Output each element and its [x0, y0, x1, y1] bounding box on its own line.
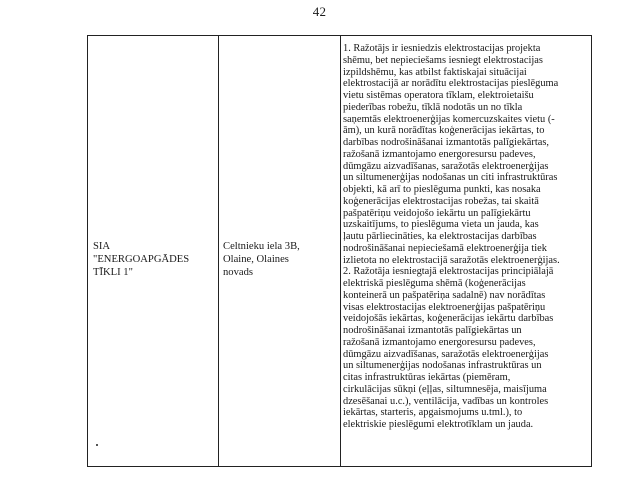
address-cell: Celtnieku iela 3B, Olaine, Olaines novads	[223, 241, 300, 278]
document-table	[87, 35, 592, 467]
notes-cell: 1. Ražotājs ir iesniedzis elektrostacijas projekta shēmu, bet nepieciešams iesniegt elektrostacijas izpildshēmu, kas atbilst faktiskajai situācijai elektrostacijā ar norādītu elektrostacijas pieslēguma vietu sistēmas operatora tīklam, elektroietaišu piederības robežu, tīklā nodotās un no tīkla saņemtās elektroenerģijas komercuzskaites vietu (- ām), un kurā norādītas koģenerācijas iekārtas, to darbības nodrošināšanai izmantotās palīgiekārtas, ražošanā izmantojamo energoresursu padeves, dūmgāzu aizvadīšanas, saražotās elektroenerģijas un siltumenerģijas nodošanas un citi infrastruktūras objekti, kā arī to pieslēguma punkti, kas nosaka koģenerācijas elektrostacijas robežas, tai skaitā pašpatēriņu veidojošo iekārtu un palīgiekārtu uzskaitījums, to pieslēguma vieta un jauda, kas ļautu pārliecināties, ka elektrostacijas darbības nodrošināšanai nepieciešamā elektroenerģija tiek izlietota no elektrostacijā saražotās elektroenerģijas. 2. Ražotāja iesniegtajā elektrostacijas principiālajā elektriskā pieslēguma shēmā (koģenerācijas konteinerā un pašpatēriņa sadalnē) nav norādītas visas elektrostacijas elektroenerģijas pašpatēriņu veidojošās iekārtas, koģenerācijas iekārtu darbības nodrošināšanai izmantotās palīgiekārtas un ražošanā izmantojamo energoresursu padeves, dūmgāzu aizvadīšanas, saražotās elektroenerģijas un siltumenerģijas nodošanas infrastruktūras un citas infrastruktūras iekārtas (piemēram, cirkulācijas sūkņi (eļļas, siltumnesēja, maisījuma dzesēšanai u.c.), ventilācija, vadības un kontroles iekārtas, starteris, apgaismojums u.tml.), to elektriskie pieslēgumi elektrotīklam un jauda.	[343, 43, 560, 430]
company-name-cell: SIA "ENERGOAPGĀDES TĪKLI 1"	[93, 241, 190, 278]
column-divider-1	[218, 36, 219, 466]
column-divider-2	[340, 36, 341, 466]
scan-speck	[96, 444, 98, 446]
page-number: 42	[312, 4, 327, 19]
